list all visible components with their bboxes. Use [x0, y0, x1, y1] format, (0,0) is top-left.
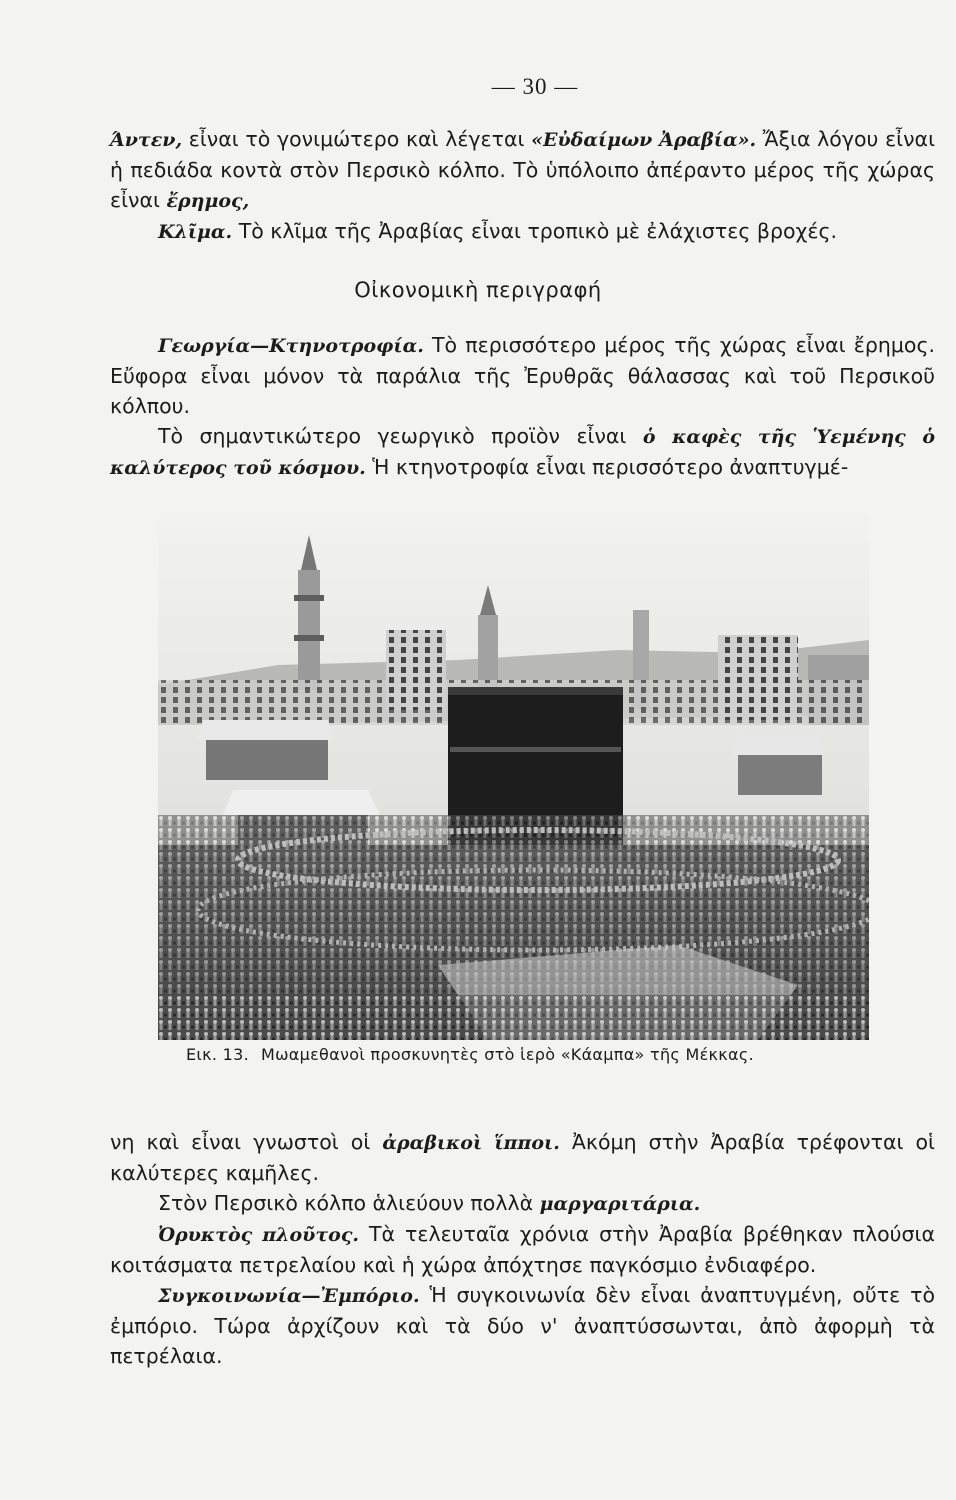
text-run: Τὸ κλῖμα τῆς Ἀραβίας εἶναι τροπικὸ μὲ ἐλάχιστες βροχές.: [232, 219, 837, 243]
text-run: Τὸ σημαντικώτερο γεωργικὸ προϊὸν εἶναι: [158, 424, 643, 448]
bottom-text-block: [110, 1127, 935, 1371]
text-run: νη καὶ εἶναι γνωστοὶ οἱ: [110, 1130, 383, 1154]
kaaba-photograph: [158, 515, 869, 1040]
bold-term: Γεωργία—Κτηνοτροφία.: [158, 335, 424, 357]
paragraph-arabia-felix: [110, 124, 935, 216]
section-heading: Οἰκονομικὴ περιγραφή: [354, 278, 602, 302]
figure-caption: [186, 1045, 886, 1064]
page-number: — 30 —: [491, 74, 579, 99]
text-run: Ἡ συγκοινωνία δὲν εἶναι ἀναπτυγμένη, οὔτε τὸ ἐμπόριο. Τώρα ἀρχίζουν καὶ τὰ δύο ν' ἀναπτύσσωνται, ἀπὸ ἀφορμὴ τὰ πετρέλαια.: [110, 1283, 935, 1368]
bold-term: Άντεν,: [110, 129, 183, 151]
text-run: Ἀκόμη στὴν Ἀραβία τρέφονται οἱ καλύτερες καμῆλες.: [110, 1130, 935, 1185]
bold-term: «Εὐδαίμων Ἀραβία».: [531, 129, 757, 151]
paragraph-pearls: [110, 1188, 935, 1219]
paragraph-agriculture: [110, 330, 935, 421]
text-run: Ἡ κτηνοτροφία εἶναι περισσότερο ἀναπτυγμέ-: [365, 455, 849, 479]
paragraph-horses: [110, 1127, 935, 1188]
paragraph-commerce: [110, 1280, 935, 1371]
economy-text-block: [110, 330, 935, 483]
text-run: Στὸν Περσικὸ κόλπο ἁλιεύουν πολλὰ: [158, 1191, 540, 1215]
text-run: Τὸ περισσότερο μέρος τῆς χώρας εἶναι ἔρημος. Εὔφορα εἶναι μόνον τὰ παράλια τῆς Ἐρυθρᾶς θάλασσας καὶ τοῦ Περσικοῦ κόλπου.: [110, 333, 935, 418]
bold-term: Ὀρυκτὸς πλοῦτος.: [158, 1224, 360, 1246]
bold-term: ἔρημος,: [166, 190, 250, 212]
text-run: Τὰ τελευταῖα χρόνια στὴν Ἀραβία βρέθηκαν πλούσια κοιτάσματα πετρελαίου καὶ ἡ χώρα ἀπόχτησε παγκόσμιο ἐνδιαφέρο.: [110, 1222, 935, 1277]
bold-term: μαργαριτάρια.: [539, 1193, 701, 1215]
paragraph-climate: [110, 216, 935, 247]
text-run: Ἄξια λόγου εἶναι ἡ πεδιάδα κοντὰ στὸν Περσικὸ κόλπο. Τὸ ὑπόλοιπο ἀπέραντο μέρος τῆς χώρας εἶναι: [110, 127, 936, 212]
bold-term: Κλῖμα.: [158, 221, 233, 243]
caption-text: Μωαμεθανοὶ προσκυνητὲς στὸ ἱερὸ «Κάαμπα» τῆς Μέκκας.: [260, 1045, 754, 1064]
figure-label: Εικ. 13.: [186, 1045, 249, 1064]
bold-term: Συγκοινωνία—Ἐμπόριο.: [158, 1285, 420, 1307]
bold-term: ὁ καφὲς τῆς Ὑεμένης ὁ καλύτερος τοῦ κόσμου.: [110, 426, 935, 479]
paragraph-coffee: [110, 421, 935, 483]
top-text-block: [110, 124, 935, 247]
bold-term: ἀραβικοὶ ἵπποι.: [382, 1132, 560, 1154]
text-run: εἶναι τὸ γονιμώτερο καὶ λέγεται: [182, 127, 532, 151]
paragraph-minerals: [110, 1219, 935, 1280]
